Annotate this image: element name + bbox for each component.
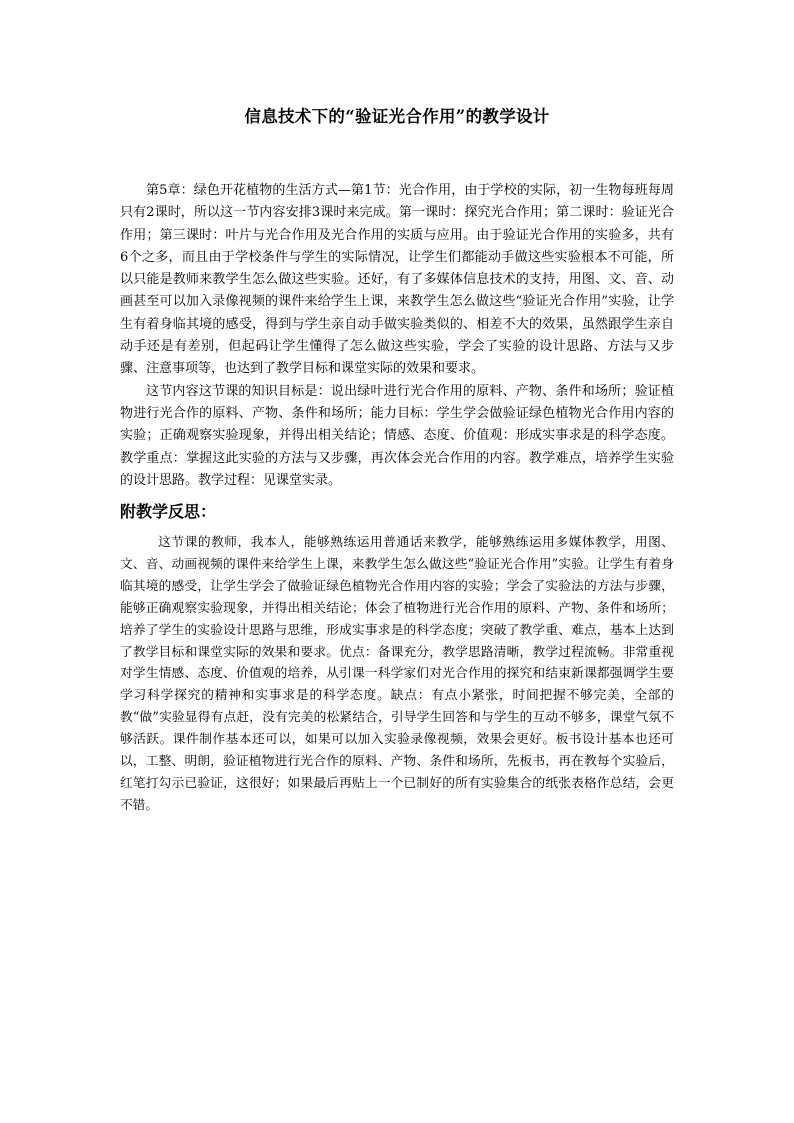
reflection-heading: 附教学反思： <box>120 502 217 521</box>
document-title: 信息技术下的“验证光合作用”的教学设计 <box>244 107 550 126</box>
reflection-section <box>120 531 674 816</box>
paragraph-reflection: 这节课的教师，我本人，能够熟练运用普通话来教学，能够熟练运用多媒体教学，用图、文、音、动画视频的课件来给学生上课，来教学生怎么做这些“验证光合作用”实验。让学生有着身临其境的感受，让学生学会了做验证绿色植物光合作用内容的实验；学会了实验法的方法与步骤，能够正确观察实验现象，并得出相关结论；体会了植物进行光合作用的原料、产物、条件和场所；培养了学生的实验设计思路与思维，形成实事求是的科学态度；突破了教学重、难点，基本上达到了教学目标和课堂实际的效果和要求。优点：备课充分，教学思路清晰，教学过程流畅。非常重视对学生情感、态度、价值观的培养，从引课一科学家们对光合作用的探究和结束新课都强调学生要学习科学探究的精神和实事求是的科学态度。缺点：有点小紧张，时间把握不够完美，全部的教“做”实验显得有点赶，没有完美的松紧结合，引导学生回答和与学生的互动不够多，课堂气氛不够活跃。课件制作基本还可以，如果可以加入实验录像视频，效果会更好。板书设计基本也还可以，工整、明朗，验证植物进行光合作的原料、产物、条件和场所，先板书，再在教每个实验后，红笔打勾示已验证，这很好；如果最后再贴上一个已制好的所有实验集合的纸张表格作总结，会更不错。 <box>120 534 674 812</box>
paragraph-objectives: 这节内容这节课的知识目标是：说出绿叶进行光合作用的原料、产物、条件和场所；验证植物进行光合作的原料、产物、条件和场所；能力目标：学生学会做验证绿色植物光合作用内容的实验；正确观察实验现象，并得出相关结论；情感、态度、价值观：形成实事求是的科学态度。教学重点：掌握这此实验的方法与又步骤，再次体会光合作用的内容。教学难点，培养学生实验的设计思路。教学过程：见课堂实录。 <box>120 383 674 488</box>
lesson-description <box>120 180 674 492</box>
paragraph-overview: 第5章：绿色开花植物的生活方式—第1节：光合作用，由于学校的实际，初一生物每班每周只有2课时，所以这一节内容安排3课时来完成。第一课时：探究光合作用；第二课时：验证光合作用；第三课时：叶片与光合作用及光合作用的实质与应用。由于验证光合作用的实验多，共有6个之多，而且由于学校条件与学生的实际情况，让学生们都能动手做这些实验根本不可能，所以只能是教师来教学生怎么做这些实验。还好，有了多媒体信息技术的支持，用图、文、音、动画甚至可以加入录像视频的课件来给学生上课，来教学生怎么做这些“验证光合作用”实验，让学生有着身临其境的感受，得到与学生亲自动手做实验类似的、相差不大的效果，虽然跟学生亲自动手还是有差别，但起码让学生懂得了怎么做这些实验，学会了实验的设计思路、方法与又步骤、注意事项等，也达到了教学目标和课堂实际的效果和要求。 <box>120 183 674 377</box>
